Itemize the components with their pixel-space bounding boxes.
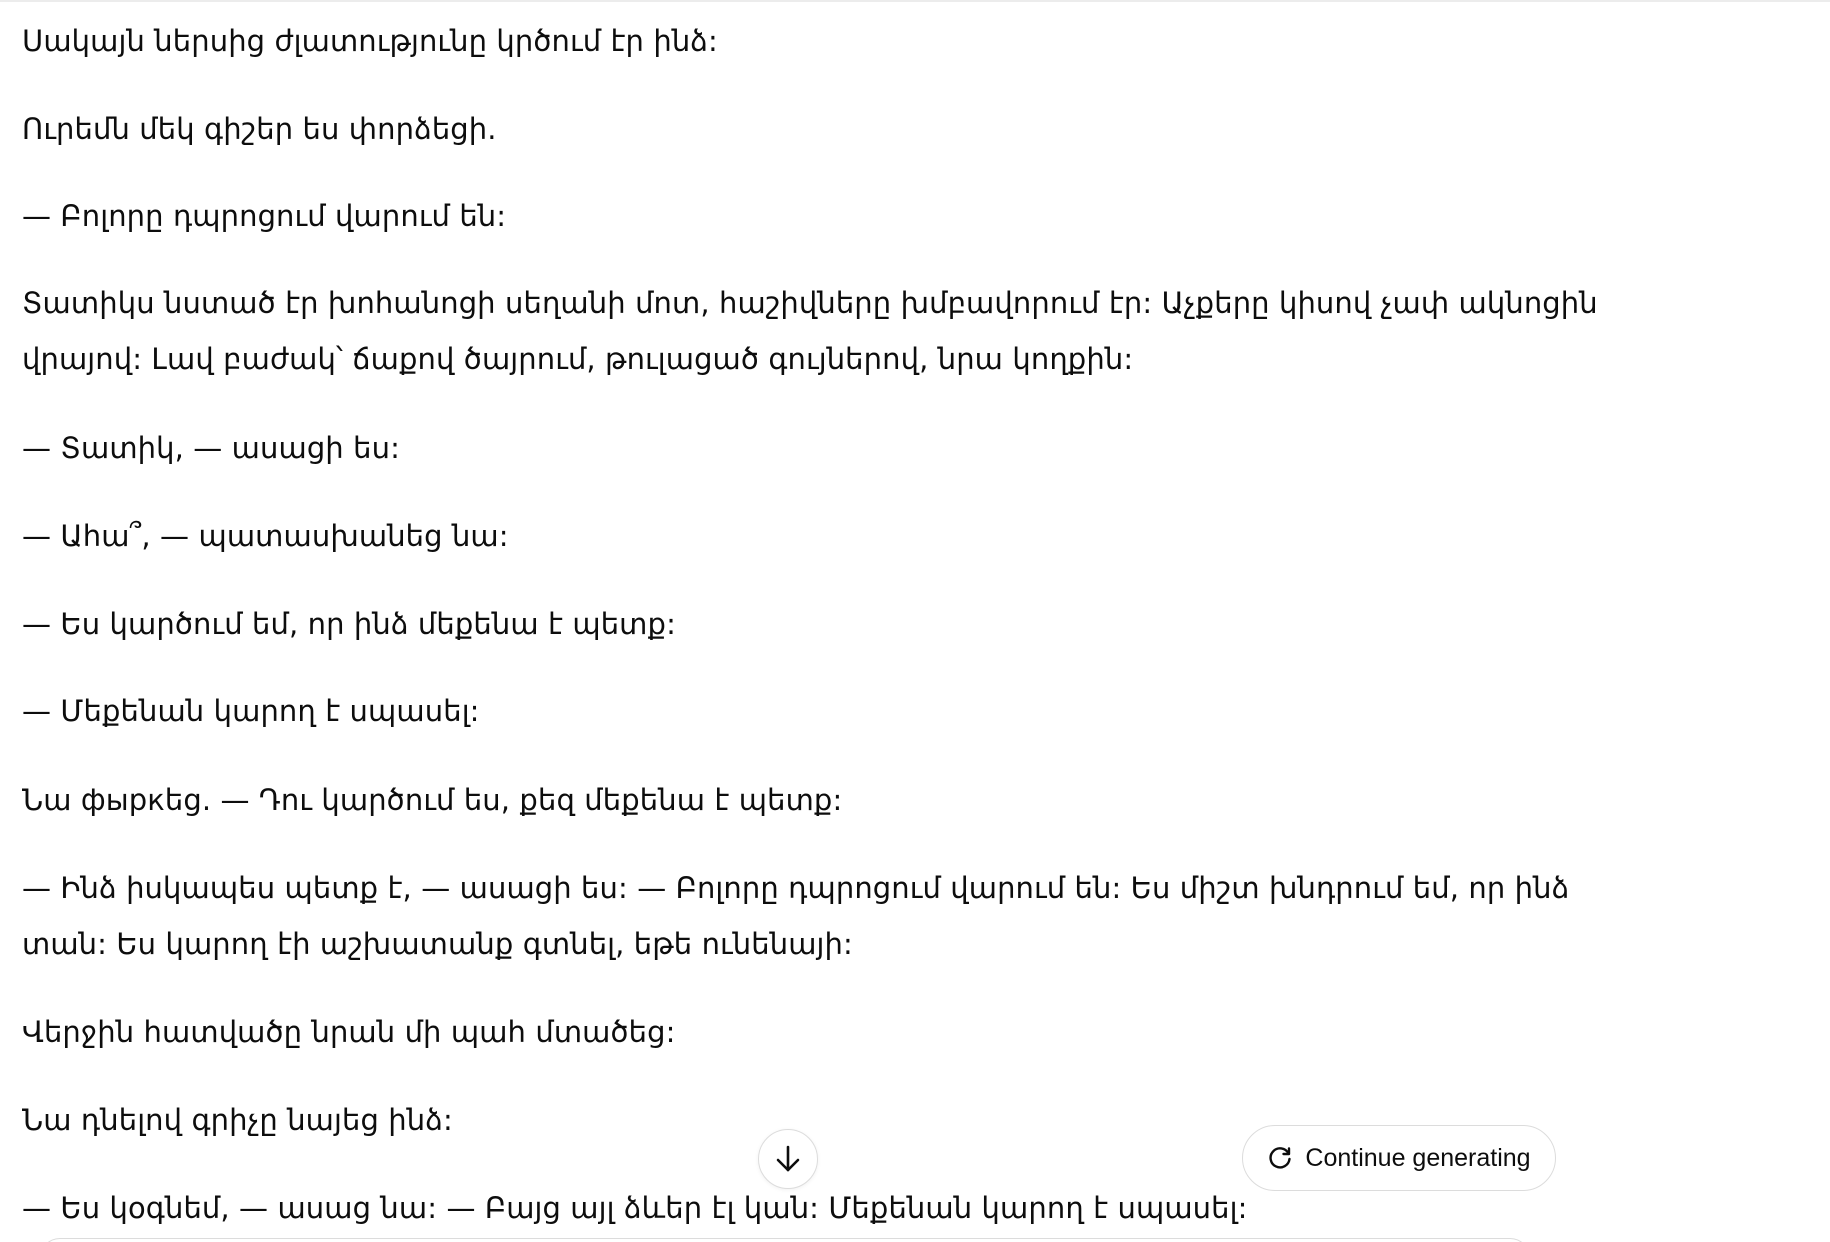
message-composer[interactable] bbox=[40, 1238, 1530, 1242]
paragraph-line: — Տատիկ, — ասացի ես: bbox=[22, 431, 400, 465]
message-paragraph bbox=[22, 1004, 676, 1060]
continue-generating-label: Continue generating bbox=[1305, 1143, 1531, 1172]
paragraph-line: Վերջին հատվածը նրան մի պահ մտածեց: bbox=[22, 1015, 676, 1049]
message-paragraph bbox=[22, 188, 506, 244]
paragraph-line: — Բոլորը դպրոցում վարում են: bbox=[22, 199, 507, 233]
paragraph-line: վրայով: Լավ բաժակ՝ ճաքով ծայրում, թուլացած գույներով, նրա կողքին: bbox=[22, 342, 1134, 376]
paragraph-line: Ուրեմն մեկ գիշեր ես փորձեցի. bbox=[22, 112, 497, 146]
paragraph-line: Տատիկս նստած էր խոհանոցի սեղանի մոտ, հաշիվները խմբավորում էր: Աչքերը կիսով չափ ակնոցին bbox=[22, 286, 1598, 320]
paragraph-line: Նա фыркեց. — Դու կարծում ես, քեզ մեքենա է պետք: bbox=[22, 783, 843, 817]
paragraph-line: — Ես կարծում եմ, որ ինձ մեքենա է պետք: bbox=[22, 607, 676, 641]
paragraph-line: Նա դնելով գրիչը նայեց ինձ: bbox=[22, 1103, 453, 1137]
message-paragraph bbox=[22, 1180, 1247, 1236]
message-paragraph bbox=[22, 101, 497, 157]
message-paragraph bbox=[22, 508, 509, 564]
message-paragraph bbox=[22, 596, 676, 652]
message-paragraph bbox=[22, 420, 400, 476]
paragraph-line: — Ես կօգնեմ, — ասաց նա: — Բայց այլ ձևեր էլ կան: Մեքենան կարող է սպասել: bbox=[22, 1191, 1248, 1225]
paragraph-line: — Ահա՞, — պատասխանեց նա: bbox=[22, 519, 509, 553]
arrow-down-icon bbox=[774, 1144, 802, 1174]
scroll-to-bottom-button[interactable] bbox=[758, 1129, 818, 1189]
refresh-icon bbox=[1267, 1145, 1293, 1171]
message-paragraph bbox=[22, 275, 1598, 387]
message-paragraph bbox=[22, 772, 842, 828]
message-paragraph bbox=[22, 860, 1569, 972]
continue-generating-button[interactable] bbox=[1242, 1125, 1556, 1191]
paragraph-line: տան: Ես կարող էի աշխատանք գտնել, եթե ունենայի: bbox=[22, 927, 853, 961]
paragraph-line: — Մեքենան կարող է սպասել: bbox=[22, 694, 480, 728]
message-paragraph bbox=[22, 1092, 453, 1148]
top-divider bbox=[0, 0, 1830, 2]
paragraph-line: — Ինձ իսկապես պետք է, — ասացի ես: — Բոլորը դպրոցում վարում են: Ես միշտ խնդրում եմ, որ ինձ bbox=[22, 871, 1570, 905]
paragraph-line: Սակայն ներսից ժլատությունը կրծում էր ինձ: bbox=[22, 24, 718, 58]
message-paragraph bbox=[22, 13, 718, 69]
message-paragraph bbox=[22, 683, 480, 739]
